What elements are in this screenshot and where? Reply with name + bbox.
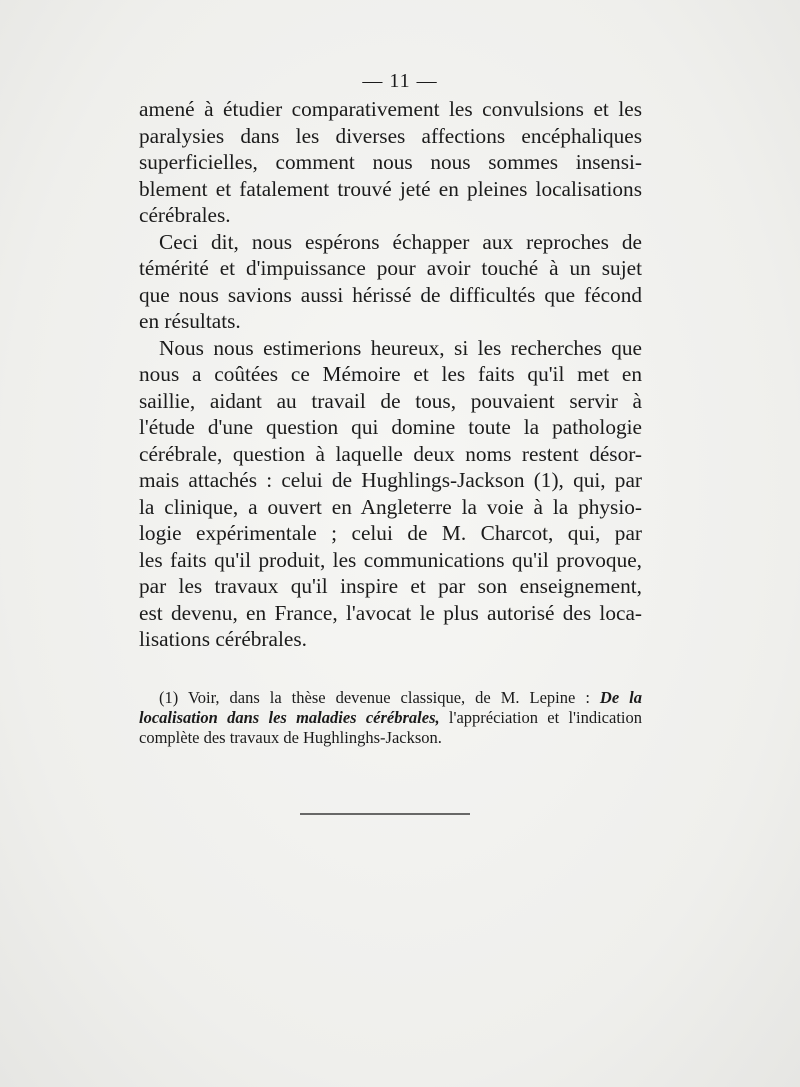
footnote-italic-text: localisation dans les maladies cérébrales, [139, 708, 440, 727]
page-number: — 11 — [362, 70, 438, 92]
text-line: saillie, aidant au travail de tous, pouvaient servir à [139, 388, 642, 413]
footnote [139, 688, 642, 748]
text-line: cérébrale, question à laquelle deux noms restent désor- [139, 441, 642, 466]
text-line: nous a coûtées ce Mémoire et les faits qu'il met en [139, 362, 642, 386]
separator-rule [300, 813, 470, 815]
text-line: paralysies dans les diverses affections encéphaliques [139, 123, 642, 148]
text-line: Ceci dit, nous espérons échapper aux reproches de [159, 229, 642, 254]
body-text [139, 96, 642, 653]
footnote-text: (1) Voir, dans la thèse devenue classique, de M. Lepine : [159, 688, 600, 707]
text-line: les faits qu'il produit, les communications qu'il provoque, [139, 547, 642, 572]
text-line: en résultats. [139, 309, 241, 333]
footnote-line [139, 708, 642, 728]
text-line: Nous nous estimerions heureux, si les recherches que [159, 335, 642, 360]
text-line: l'étude d'une question qui domine toute la pathologie [139, 415, 642, 439]
text-line: mais attachés : celui de Hughlings-Jackson (1), qui, par [139, 468, 642, 492]
footnote-italic-text: De la [599, 688, 642, 707]
text-line: est devenu, en France, l'avocat le plus autorisé des loca- [139, 600, 642, 625]
text-line: lisations cérébrales. [139, 627, 307, 651]
text-line: la clinique, a ouvert en Angleterre la voie à la physio- [139, 494, 642, 519]
text-line: témérité et d'impuissance pour avoir touché à un sujet [139, 256, 642, 280]
text-line: blement et fatalement trouvé jeté en pleines localisations [139, 176, 642, 201]
footnote-line [139, 688, 642, 708]
text-line: superficielles, comment nous nous sommes insensi- [139, 150, 642, 174]
footnote-text: l'appréciation et l'indication [439, 708, 642, 727]
text-line: logie expérimentale ; celui de M. Charcot, qui, par [139, 521, 642, 545]
text-line: cérébrales. [139, 203, 231, 227]
text-line: amené à étudier comparativement les convulsions et les [139, 97, 642, 121]
text-line: que nous savions aussi hérissé de difficultés que fécond [139, 282, 642, 307]
footnote-line: complète des travaux de Hughlinghs-Jackson. [139, 728, 442, 747]
text-line: par les travaux qu'il inspire et par son enseignement, [139, 574, 642, 598]
